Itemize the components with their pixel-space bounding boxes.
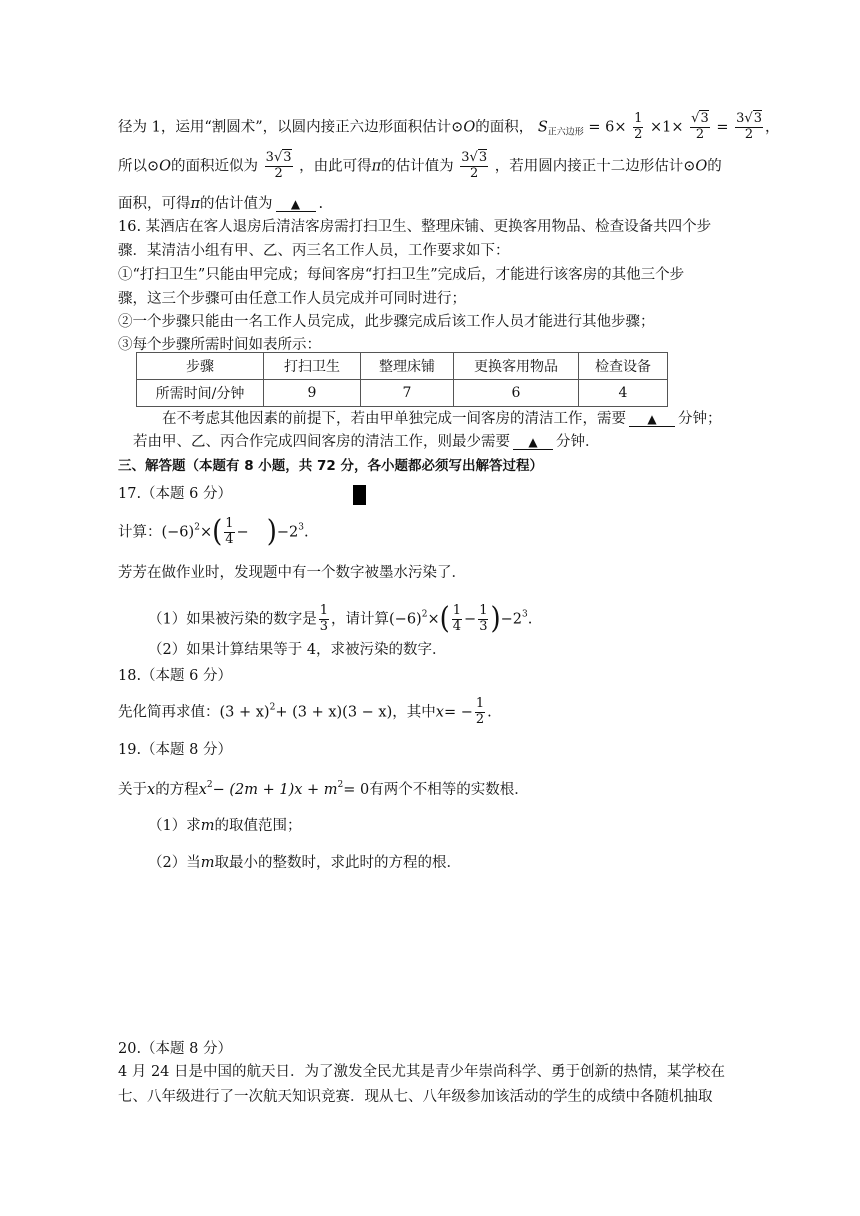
- section-heading: [118, 458, 543, 474]
- math-op: = 6×: [588, 119, 627, 136]
- q19-text: 取最小的整数时，求此时的方程的根．: [214, 855, 461, 871]
- table-header-cell: 整理床铺: [361, 353, 454, 380]
- q20-line2: 七、八年级进行了一次航天知识竞赛．现从七、八年级参加该活动的学生的成绩中各随机抽取: [118, 1089, 713, 1105]
- q19-header: 19.（本题 8 分）: [118, 742, 233, 758]
- q18-header: 18.（本题 6 分）: [118, 668, 233, 684]
- exponent: 3: [298, 522, 304, 533]
- circle-label: O: [159, 158, 172, 175]
- q15-text: 径为 1，运用“割圆术”，以圆内接正六边形面积估计: [118, 119, 452, 136]
- q17-part1: （1）如果被污染的数字是 $\frac{1}{3}$ ，请计算$(-6)^2\times$( $\frac{1}{4}$ − $\frac{1}{3}$ )$-2^3$.: [148, 602, 533, 637]
- math-op: −: [464, 611, 477, 628]
- q17-text: ，请计算: [331, 611, 390, 628]
- q15-text: 的估计值为: [381, 158, 454, 175]
- table-cell: 4: [579, 380, 668, 407]
- fraction-half: $\frac{1}{2}$: [475, 696, 485, 727]
- pi-symbol: π: [190, 196, 201, 212]
- q18-expression: 先化简再求值：$(3 + x)^2+ (3 + x)(3 - x)$，其中x= − $\frac{1}{2}$ .: [118, 696, 492, 727]
- q15-line3: 面积，可得π的估计值为 ▲ .: [118, 196, 324, 212]
- q19-text: 有两个不相等的实数根．: [369, 782, 529, 798]
- q18-text: ，其中: [392, 704, 436, 721]
- q19-part2: [148, 855, 461, 872]
- q16-rule2: ②一个步骤只能由一名工作人员完成，此步骤完成后该工作人员才能进行其他步骤；: [118, 314, 655, 330]
- math-op: =: [716, 119, 729, 136]
- q16-text: 若由甲、乙、丙合作完成四间客房的清洁工作，则最少需要: [133, 434, 510, 450]
- q16-text: 分钟；: [678, 411, 722, 427]
- table-cell: 6: [454, 380, 579, 407]
- fraction-third: $\frac{1}{3}$: [479, 603, 488, 634]
- q19-text: 关于: [118, 782, 147, 798]
- q20-header: 20.（本题 8 分）: [118, 1041, 233, 1057]
- table-row: [137, 380, 668, 407]
- q16-rule1: ①“打扫卫生”只能由甲完成；每间客房“打扫卫生”完成后，才能进行该客房的其他三个步: [118, 267, 685, 283]
- table-cell: 所需时间/分钟: [137, 380, 264, 407]
- q17-header: 17.（本题 6 分）: [118, 486, 233, 502]
- q18-text: 先化简再求值：: [118, 704, 220, 721]
- fraction-quarter: $\frac{1}{4}$: [225, 516, 234, 547]
- paren-right: ): [266, 515, 277, 550]
- table-cell: 7: [361, 380, 454, 407]
- paren-right: ): [490, 602, 501, 637]
- exponent: 3: [522, 609, 528, 620]
- q17-text: 芳芳在做作业时，发现题中有一个数字被墨水污染了．: [118, 565, 466, 581]
- q15-text: ，若用圆内接正十二边形估计: [494, 158, 684, 175]
- fraction-quarter: $\frac{1}{4}$: [452, 603, 462, 634]
- punct: ，: [764, 119, 780, 136]
- q19-text: （1）求: [148, 818, 201, 834]
- paren-left: (: [439, 602, 450, 637]
- q16-question1: [162, 411, 722, 428]
- q16-rule3: ③每个步骤所需时间如表所示：: [118, 337, 321, 353]
- math-term: = 0: [343, 782, 370, 798]
- q15-text: 的面积，: [475, 119, 534, 136]
- table-header-cell: 打扫卫生: [264, 353, 361, 380]
- pi-symbol: π: [371, 158, 382, 175]
- q20-line1: 4 月 24 日是中国的航天日．为了激发全民尤其是青少年崇尚科学、勇于创新的热情，某学校在: [118, 1064, 725, 1080]
- q16-line1: 16. 某酒店在客人退房后清洁客房需打扫卫生、整理床铺、更换客用物品、检查设备共四个步: [118, 219, 712, 235]
- exponent: 2: [269, 702, 276, 713]
- q15-text: 的面积近似为: [171, 158, 259, 175]
- math-op: ×1×: [650, 119, 684, 136]
- fraction-3sqrt3-over-2: $\frac{3√3}{2}$: [736, 111, 762, 142]
- variable-m: m: [200, 818, 215, 834]
- math-op: ×: [199, 524, 213, 541]
- math-term: − (2m + 1)x + m: [212, 782, 338, 798]
- table-header-cell: 步骤: [137, 353, 264, 380]
- math-term: x: [198, 782, 207, 798]
- exponent: 2: [337, 780, 344, 790]
- ink-blot: [353, 485, 366, 505]
- q19-expression: [118, 780, 529, 799]
- fraction-3sqrt3-over-2: $\frac{3√3}{2}$: [265, 150, 292, 181]
- q15-text: 所以: [118, 158, 147, 175]
- fraction-3sqrt3-over-2: $\frac{3√3}{2}$: [461, 150, 488, 181]
- q15-text: 面积，可得: [118, 196, 191, 212]
- circle-symbol: ⊙: [683, 158, 696, 175]
- section-title: 三、解答题: [118, 458, 186, 474]
- q17-text: （1）如果被污染的数字是: [148, 611, 317, 628]
- math-term: (−6): [161, 524, 195, 541]
- math-op: −: [500, 611, 513, 628]
- step-time-table: [136, 352, 668, 407]
- section-note: （本题有 8 小题，共 72 分，各小题都必须写出解答过程）: [185, 458, 543, 474]
- math-op: −: [276, 524, 289, 541]
- answer-blank: ▲: [513, 435, 553, 450]
- fraction-sqrt3-over-2: $\frac{√3}{2}$: [691, 111, 709, 142]
- math-term: (3 + x): [219, 704, 270, 721]
- table-header-cell: 检查设备: [579, 353, 668, 380]
- area-symbol: S: [537, 119, 548, 136]
- area-subscript: 正六边形: [547, 127, 584, 138]
- table-header-row: [137, 353, 668, 380]
- variable-m: m: [200, 855, 215, 871]
- fraction-half: $\frac{1}{2}$: [634, 111, 643, 142]
- fraction-third: $\frac{1}{3}$: [319, 603, 329, 634]
- table-cell: 9: [264, 380, 361, 407]
- math-op: = −: [443, 704, 473, 721]
- exponent: 2: [421, 609, 428, 620]
- q15-text: 的估计值为: [200, 196, 273, 212]
- table-header-cell: 更换客用物品: [454, 353, 579, 380]
- q16-rule1-cont: 骤，这三个步骤可由任意工作人员完成并可同时进行；: [118, 291, 466, 307]
- circle-symbol: ⊙: [451, 119, 464, 136]
- q15-text: 的: [707, 158, 722, 175]
- q16-text: 在不考虑其他因素的前提下，若由甲单独完成一间客房的清洁工作，需要: [162, 411, 626, 427]
- q17-part2: （2）如果计算结果等于 4，求被污染的数字．: [148, 642, 447, 658]
- q19-text: 的方程: [155, 782, 199, 798]
- exponent: 2: [194, 522, 200, 533]
- circle-label: O: [463, 119, 476, 136]
- paren-left: (: [212, 515, 223, 550]
- q16-question2: [133, 434, 600, 451]
- math-op: ×: [427, 611, 440, 628]
- q17-label: 计算：: [118, 524, 162, 541]
- answer-blank: ▲: [629, 412, 675, 427]
- q15-text: ，由此可得: [299, 158, 372, 175]
- variable-x: x: [435, 704, 444, 721]
- q15-line1: [118, 112, 779, 143]
- variable-x: x: [147, 782, 156, 798]
- math-term: 2: [512, 611, 523, 628]
- math-term: (−6): [389, 611, 422, 628]
- circle-label: O: [695, 158, 708, 175]
- math-op: −: [236, 524, 249, 541]
- q19-text: 的取值范围；: [214, 818, 302, 834]
- answer-blank: ▲: [276, 197, 316, 212]
- q17-expression: 计算：$(-6)^2\times$( $\frac{1}{4}$ − )$-2^3$.: [118, 515, 309, 550]
- math-term: 2: [289, 524, 299, 541]
- math-term: + (3 + x)(3 − x): [275, 704, 393, 721]
- q15-line2: [118, 151, 722, 182]
- q19-text: （2）当: [148, 855, 201, 871]
- circle-symbol: ⊙: [147, 158, 160, 175]
- q16-line2: 骤．某清洁小组有甲、乙、丙三名工作人员，工作要求如下：: [118, 243, 510, 259]
- q16-text: 分钟．: [556, 434, 600, 450]
- q19-part1: [148, 818, 301, 835]
- exponent: 2: [206, 780, 213, 790]
